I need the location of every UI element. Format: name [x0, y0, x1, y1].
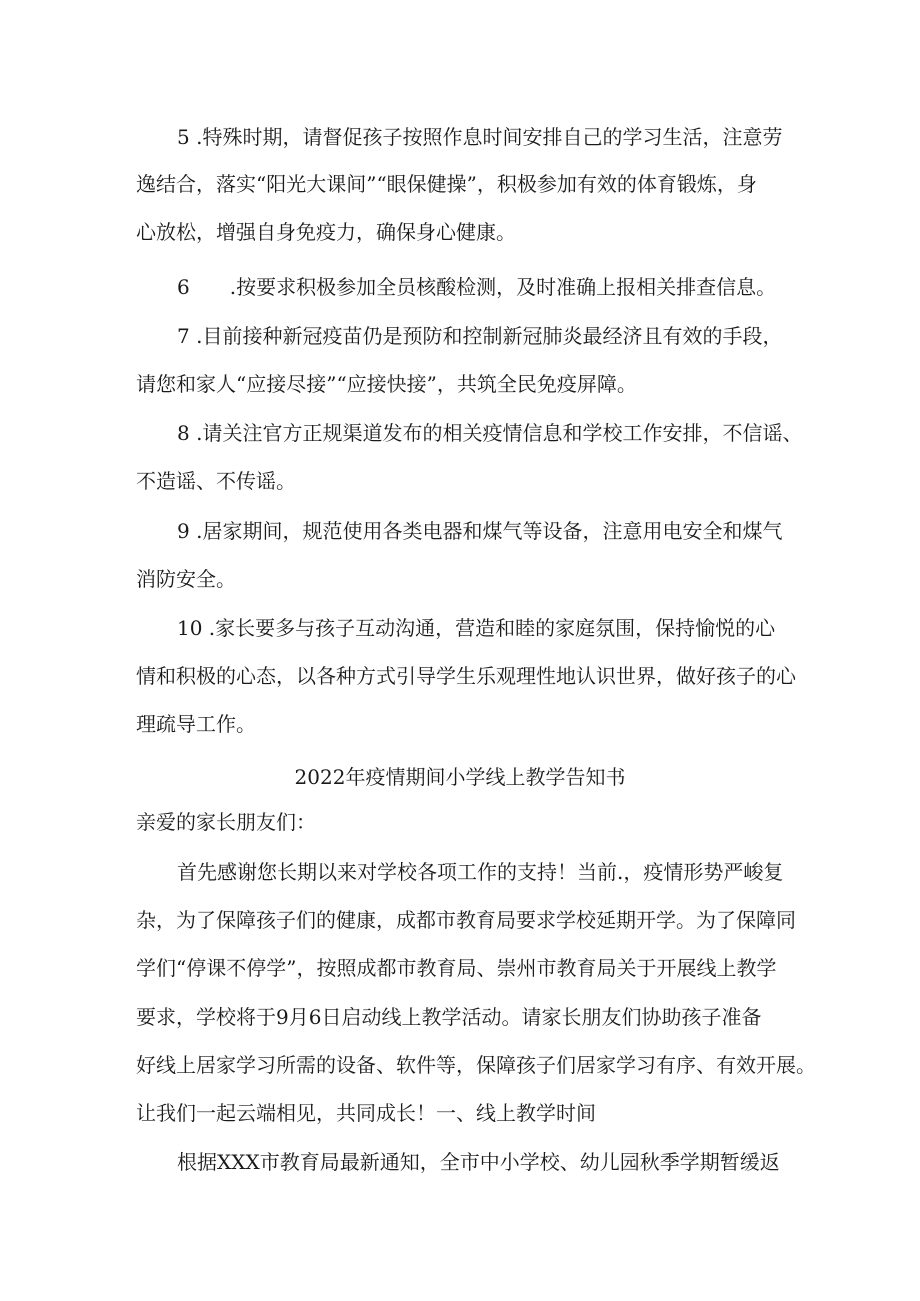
item-10-line-3: 理疏导工作。 [136, 712, 256, 736]
item-8-line-1: 8 .请关注官方正规渠道发布的相关疫情信息和学校工作安排，不信谣、 [177, 421, 803, 445]
intro-line-5: 好线上居家学习所需的设备、软件等，保障孩子们居家学习有序、有效开展。 [136, 1053, 816, 1077]
item-9-line-1: 9 .居家期间，规范使用各类电器和煤气等设备，注意用电安全和煤气 [177, 519, 783, 543]
intro-line-3: 学们“停课不停学”，按照成都市教育局、崇州市教育局关于开展线上教学 [136, 956, 777, 980]
intro-line-6: 让我们一起云端相见，共同成长！一、线上教学时间 [136, 1101, 596, 1125]
item-6-line-1: 6 .按要求积极参加全员核酸检测，及时准确上报相关排查信息。 [177, 275, 777, 299]
notice-title: 2022年疫情期间小学线上教学告知书 [294, 765, 626, 789]
item-10-line-2: 情和积极的心态，以各种方式引导学生乐观理性地认识世界，做好孩子的心 [136, 664, 796, 688]
item-7-line-1: 7 .目前接种新冠疫苗仍是预防和控制新冠肺炎最经济且有效的手段， [177, 324, 783, 348]
item-5-line-3: 心放松，增强自身免疫力，确保身心健康。 [136, 220, 516, 244]
item-10-line-1: 10 .家长要多与孩子互动沟通，营造和睦的家庭氛围，保持愉悦的心 [177, 616, 776, 640]
item-9-line-2: 消防安全。 [136, 567, 236, 591]
salutation: 亲爱的家长朋友们： [136, 810, 316, 834]
item-5-line-1: 5 .特殊时期，请督促孩子按照作息时间安排自己的学习生活，注意劳 [177, 125, 783, 149]
item-8-line-2: 不造谣、不传谣。 [136, 469, 296, 493]
item-7-line-2: 请您和家人“应接尽接”“应接快接”，共筑全民免疫屏障。 [136, 372, 637, 396]
intro-line-2: 杂，为了保障孩子们的健康，成都市教育局要求学校延期开学。为了保障同 [136, 908, 796, 932]
schedule-line-1: 根据XXX市教育局最新通知，全市中小学校、幼儿园秋季学期暂缓返 [177, 1150, 780, 1174]
intro-line-4: 要求，学校将于9月6日启动线上教学活动。请家长朋友们协助孩子准备 [136, 1005, 762, 1029]
item-5-line-2: 逸结合，落实“阳光大课间”“眼保健操”，积极参加有效的体育锻炼，身 [136, 172, 757, 196]
intro-line-1: 首先感谢您长期以来对学校各项工作的支持！当前.，疫情形势严峻复 [177, 860, 784, 884]
